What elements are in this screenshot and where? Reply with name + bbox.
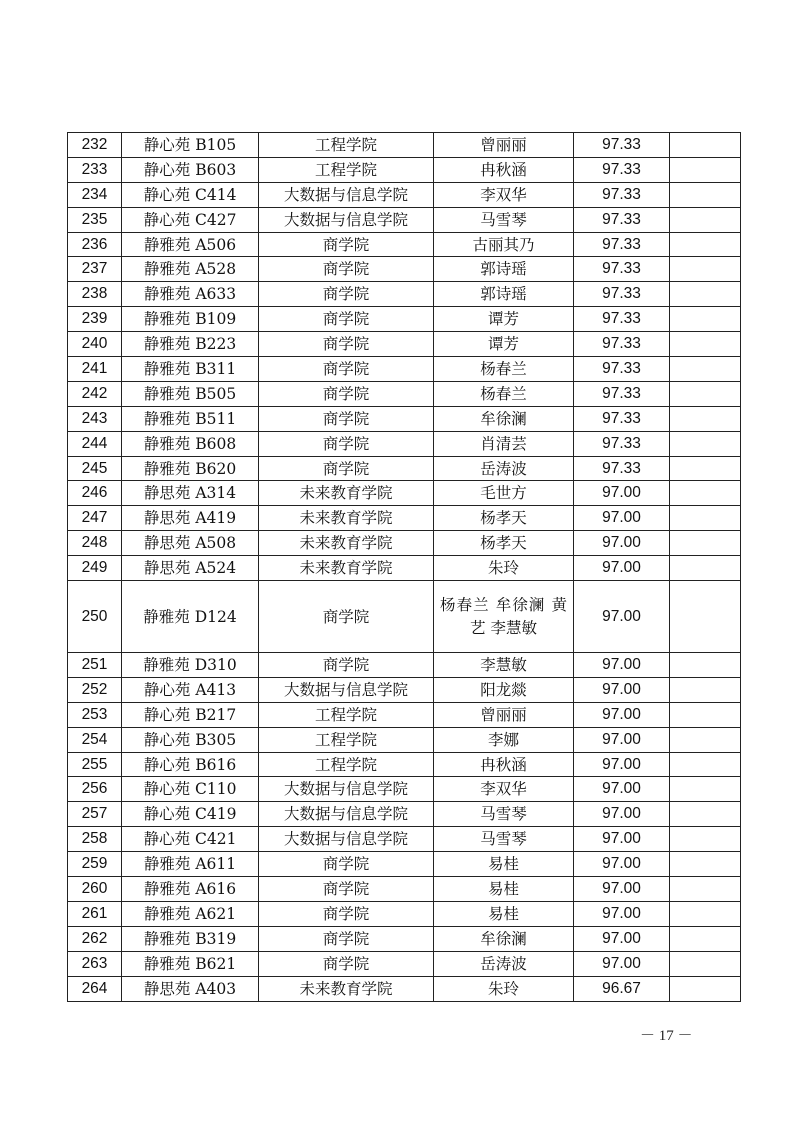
- dorm-room-cell: 静思苑 A314: [122, 481, 259, 506]
- remark-cell: [670, 257, 741, 282]
- remark-cell: [670, 827, 741, 852]
- dorm-room-cell: 静雅苑 A621: [122, 901, 259, 926]
- score-cell: 97.00: [574, 581, 670, 653]
- score-cell: 97.33: [574, 357, 670, 382]
- dorm-room-cell: 静心苑 C427: [122, 207, 259, 232]
- score-cell: 97.33: [574, 157, 670, 182]
- college-cell: 工程学院: [259, 752, 434, 777]
- score-cell: 97.33: [574, 207, 670, 232]
- remark-cell: [670, 677, 741, 702]
- table-row: [68, 581, 741, 653]
- student-name-cell: 阳龙燚: [434, 677, 574, 702]
- student-name-cell: 易桂: [434, 852, 574, 877]
- table-row: [68, 381, 741, 406]
- college-cell: 工程学院: [259, 702, 434, 727]
- page-number: － 17 －: [640, 1028, 693, 1044]
- remark-cell: [670, 581, 741, 653]
- remark-cell: [670, 456, 741, 481]
- college-cell: 大数据与信息学院: [259, 182, 434, 207]
- row-number-cell: 243: [68, 406, 122, 431]
- dorm-room-cell: 静雅苑 B608: [122, 431, 259, 456]
- dorm-room-cell: 静雅苑 B109: [122, 307, 259, 332]
- table-row: [68, 357, 741, 382]
- row-number-cell: 264: [68, 976, 122, 1001]
- dorm-room-cell: 静心苑 C419: [122, 802, 259, 827]
- table-row: [68, 282, 741, 307]
- college-cell: 未来教育学院: [259, 556, 434, 581]
- dorm-room-cell: 静雅苑 A506: [122, 232, 259, 257]
- remark-cell: [670, 182, 741, 207]
- row-number-cell: 258: [68, 827, 122, 852]
- remark-cell: [670, 852, 741, 877]
- dorm-room-cell: 静雅苑 D124: [122, 581, 259, 653]
- row-number-cell: 247: [68, 506, 122, 531]
- dorm-room-cell: 静雅苑 B505: [122, 381, 259, 406]
- row-number-cell: 244: [68, 431, 122, 456]
- table-row: [68, 556, 741, 581]
- student-name-cell: 肖清芸: [434, 431, 574, 456]
- table-row: [68, 653, 741, 678]
- college-cell: 商学院: [259, 581, 434, 653]
- student-name-cell: 曾丽丽: [434, 133, 574, 158]
- table-row: [68, 877, 741, 902]
- remark-cell: [670, 556, 741, 581]
- score-cell: 97.00: [574, 852, 670, 877]
- remark-cell: [670, 531, 741, 556]
- table-row: [68, 307, 741, 332]
- table-row: [68, 976, 741, 1001]
- table-row: [68, 677, 741, 702]
- row-number-cell: 262: [68, 926, 122, 951]
- remark-cell: [670, 133, 741, 158]
- dorm-room-cell: 静雅苑 B620: [122, 456, 259, 481]
- dorm-room-cell: 静心苑 B616: [122, 752, 259, 777]
- score-cell: 97.33: [574, 182, 670, 207]
- score-cell: 97.33: [574, 456, 670, 481]
- student-name-cell: 冉秋涵: [434, 157, 574, 182]
- remark-cell: [670, 506, 741, 531]
- student-name-cell: 李双华: [434, 182, 574, 207]
- score-cell: 97.00: [574, 827, 670, 852]
- dorm-room-cell: 静雅苑 A528: [122, 257, 259, 282]
- row-number-cell: 236: [68, 232, 122, 257]
- row-number-cell: 235: [68, 207, 122, 232]
- dorm-room-cell: 静心苑 A413: [122, 677, 259, 702]
- table-row: [68, 257, 741, 282]
- remark-cell: [670, 702, 741, 727]
- college-cell: 商学院: [259, 951, 434, 976]
- remark-cell: [670, 752, 741, 777]
- score-cell: 97.00: [574, 531, 670, 556]
- remark-cell: [670, 381, 741, 406]
- score-cell: 97.00: [574, 926, 670, 951]
- student-name-cell: 朱玲: [434, 976, 574, 1001]
- table-row: [68, 702, 741, 727]
- dorm-room-cell: 静心苑 C110: [122, 777, 259, 802]
- college-cell: 商学院: [259, 357, 434, 382]
- row-number-cell: 250: [68, 581, 122, 653]
- score-cell: 97.00: [574, 702, 670, 727]
- score-cell: 96.67: [574, 976, 670, 1001]
- college-cell: 商学院: [259, 456, 434, 481]
- dorm-room-cell: 静心苑 C414: [122, 182, 259, 207]
- row-number-cell: 246: [68, 481, 122, 506]
- remark-cell: [670, 232, 741, 257]
- row-number-cell: 256: [68, 777, 122, 802]
- student-name-cell: 马雪琴: [434, 207, 574, 232]
- student-name-cell: 易桂: [434, 877, 574, 902]
- dorm-room-cell: 静雅苑 A633: [122, 282, 259, 307]
- remark-cell: [670, 653, 741, 678]
- remark-cell: [670, 207, 741, 232]
- score-cell: 97.00: [574, 556, 670, 581]
- remark-cell: [670, 976, 741, 1001]
- college-cell: 商学院: [259, 852, 434, 877]
- score-cell: 97.00: [574, 802, 670, 827]
- student-name-cell: 李慧敏: [434, 653, 574, 678]
- score-cell: 97.00: [574, 727, 670, 752]
- remark-cell: [670, 282, 741, 307]
- row-number-cell: 253: [68, 702, 122, 727]
- college-cell: 商学院: [259, 282, 434, 307]
- table-row: [68, 506, 741, 531]
- row-number-cell: 254: [68, 727, 122, 752]
- remark-cell: [670, 481, 741, 506]
- row-number-cell: 233: [68, 157, 122, 182]
- score-cell: 97.00: [574, 877, 670, 902]
- college-cell: 大数据与信息学院: [259, 677, 434, 702]
- table-row: [68, 827, 741, 852]
- student-name-cell: 马雪琴: [434, 802, 574, 827]
- dorm-room-cell: 静思苑 A419: [122, 506, 259, 531]
- score-cell: 97.00: [574, 677, 670, 702]
- college-cell: 商学院: [259, 926, 434, 951]
- remark-cell: [670, 727, 741, 752]
- college-cell: 商学院: [259, 406, 434, 431]
- student-name-cell: 古丽其乃: [434, 232, 574, 257]
- student-name-cell: 李娜: [434, 727, 574, 752]
- table-row: [68, 182, 741, 207]
- college-cell: 未来教育学院: [259, 481, 434, 506]
- student-name-cell: 杨春兰: [434, 357, 574, 382]
- student-name-cell: 杨春兰: [434, 381, 574, 406]
- remark-cell: [670, 332, 741, 357]
- score-cell: 97.33: [574, 282, 670, 307]
- student-name-cell: 岳涛波: [434, 951, 574, 976]
- college-cell: 商学院: [259, 431, 434, 456]
- student-name-cell: 杨孝天: [434, 506, 574, 531]
- score-cell: 97.33: [574, 232, 670, 257]
- dorm-room-cell: 静雅苑 A611: [122, 852, 259, 877]
- table-row: [68, 951, 741, 976]
- table-row: [68, 456, 741, 481]
- student-name-cell: 朱玲: [434, 556, 574, 581]
- table-row: [68, 431, 741, 456]
- row-number-cell: 260: [68, 877, 122, 902]
- dorm-room-cell: 静雅苑 B223: [122, 332, 259, 357]
- student-name-cell: 毛世方: [434, 481, 574, 506]
- table-row: [68, 232, 741, 257]
- row-number-cell: 240: [68, 332, 122, 357]
- remark-cell: [670, 926, 741, 951]
- remark-cell: [670, 777, 741, 802]
- row-number-cell: 251: [68, 653, 122, 678]
- dormitory-score-table: [67, 132, 741, 1002]
- student-name-cell: 杨孝天: [434, 531, 574, 556]
- dorm-room-cell: 静心苑 B603: [122, 157, 259, 182]
- remark-cell: [670, 951, 741, 976]
- dorm-room-cell: 静雅苑 B621: [122, 951, 259, 976]
- student-name-cell: 谭芳: [434, 307, 574, 332]
- remark-cell: [670, 802, 741, 827]
- college-cell: 商学院: [259, 901, 434, 926]
- table-row: [68, 406, 741, 431]
- college-cell: 未来教育学院: [259, 976, 434, 1001]
- college-cell: 大数据与信息学院: [259, 207, 434, 232]
- college-cell: 工程学院: [259, 727, 434, 752]
- student-name-cell: 谭芳: [434, 332, 574, 357]
- row-number-cell: 238: [68, 282, 122, 307]
- remark-cell: [670, 357, 741, 382]
- table-row: [68, 157, 741, 182]
- college-cell: 未来教育学院: [259, 531, 434, 556]
- table-row: [68, 531, 741, 556]
- row-number-cell: 239: [68, 307, 122, 332]
- student-name-cell: 易桂: [434, 901, 574, 926]
- student-name-cell: 岳涛波: [434, 456, 574, 481]
- student-name-cell: 牟徐澜: [434, 926, 574, 951]
- table-body: [68, 133, 741, 1002]
- student-name-cell: 郭诗瑶: [434, 257, 574, 282]
- row-number-cell: 241: [68, 357, 122, 382]
- table-row: [68, 752, 741, 777]
- college-cell: 工程学院: [259, 133, 434, 158]
- college-cell: 大数据与信息学院: [259, 777, 434, 802]
- score-cell: 97.00: [574, 777, 670, 802]
- dorm-room-cell: 静思苑 A403: [122, 976, 259, 1001]
- score-cell: 97.33: [574, 307, 670, 332]
- college-cell: 商学院: [259, 381, 434, 406]
- college-cell: 工程学院: [259, 157, 434, 182]
- student-name-cell: 曾丽丽: [434, 702, 574, 727]
- score-cell: 97.00: [574, 901, 670, 926]
- score-cell: 97.33: [574, 133, 670, 158]
- student-name-cell: 李双华: [434, 777, 574, 802]
- college-cell: 商学院: [259, 307, 434, 332]
- dorm-room-cell: 静心苑 B217: [122, 702, 259, 727]
- row-number-cell: 252: [68, 677, 122, 702]
- student-name-cell: 郭诗瑶: [434, 282, 574, 307]
- table-row: [68, 852, 741, 877]
- score-cell: 97.33: [574, 332, 670, 357]
- row-number-cell: 234: [68, 182, 122, 207]
- remark-cell: [670, 157, 741, 182]
- score-cell: 97.00: [574, 951, 670, 976]
- score-cell: 97.00: [574, 653, 670, 678]
- row-number-cell: 232: [68, 133, 122, 158]
- row-number-cell: 245: [68, 456, 122, 481]
- table-row: [68, 481, 741, 506]
- college-cell: 大数据与信息学院: [259, 802, 434, 827]
- student-name-cell: 马雪琴: [434, 827, 574, 852]
- score-cell: 97.00: [574, 481, 670, 506]
- dorm-room-cell: 静雅苑 B319: [122, 926, 259, 951]
- remark-cell: [670, 431, 741, 456]
- table-row: [68, 777, 741, 802]
- score-cell: 97.33: [574, 381, 670, 406]
- table-row: [68, 332, 741, 357]
- row-number-cell: 259: [68, 852, 122, 877]
- student-name-cell: 杨春兰 牟徐澜 黄艺 李慧敏: [434, 581, 574, 653]
- college-cell: 未来教育学院: [259, 506, 434, 531]
- college-cell: 商学院: [259, 877, 434, 902]
- college-cell: 商学院: [259, 653, 434, 678]
- college-cell: 商学院: [259, 332, 434, 357]
- score-cell: 97.00: [574, 752, 670, 777]
- dorm-room-cell: 静思苑 A508: [122, 531, 259, 556]
- score-cell: 97.33: [574, 257, 670, 282]
- remark-cell: [670, 901, 741, 926]
- row-number-cell: 249: [68, 556, 122, 581]
- student-name-cell: 冉秋涵: [434, 752, 574, 777]
- remark-cell: [670, 307, 741, 332]
- remark-cell: [670, 406, 741, 431]
- table-row: [68, 133, 741, 158]
- dorm-room-cell: 静心苑 B105: [122, 133, 259, 158]
- dorm-room-cell: 静心苑 C421: [122, 827, 259, 852]
- dorm-room-cell: 静雅苑 D310: [122, 653, 259, 678]
- table-row: [68, 802, 741, 827]
- table-row: [68, 727, 741, 752]
- score-cell: 97.33: [574, 406, 670, 431]
- table-row: [68, 901, 741, 926]
- remark-cell: [670, 877, 741, 902]
- dorm-room-cell: 静雅苑 B511: [122, 406, 259, 431]
- dorm-room-cell: 静思苑 A524: [122, 556, 259, 581]
- dorm-room-cell: 静雅苑 B311: [122, 357, 259, 382]
- college-cell: 商学院: [259, 232, 434, 257]
- college-cell: 商学院: [259, 257, 434, 282]
- score-cell: 97.33: [574, 431, 670, 456]
- dorm-room-cell: 静心苑 B305: [122, 727, 259, 752]
- row-number-cell: 263: [68, 951, 122, 976]
- student-name-cell: 牟徐澜: [434, 406, 574, 431]
- table-row: [68, 207, 741, 232]
- table-row: [68, 926, 741, 951]
- row-number-cell: 237: [68, 257, 122, 282]
- row-number-cell: 261: [68, 901, 122, 926]
- dorm-room-cell: 静雅苑 A616: [122, 877, 259, 902]
- row-number-cell: 255: [68, 752, 122, 777]
- row-number-cell: 257: [68, 802, 122, 827]
- score-cell: 97.00: [574, 506, 670, 531]
- row-number-cell: 248: [68, 531, 122, 556]
- college-cell: 大数据与信息学院: [259, 827, 434, 852]
- row-number-cell: 242: [68, 381, 122, 406]
